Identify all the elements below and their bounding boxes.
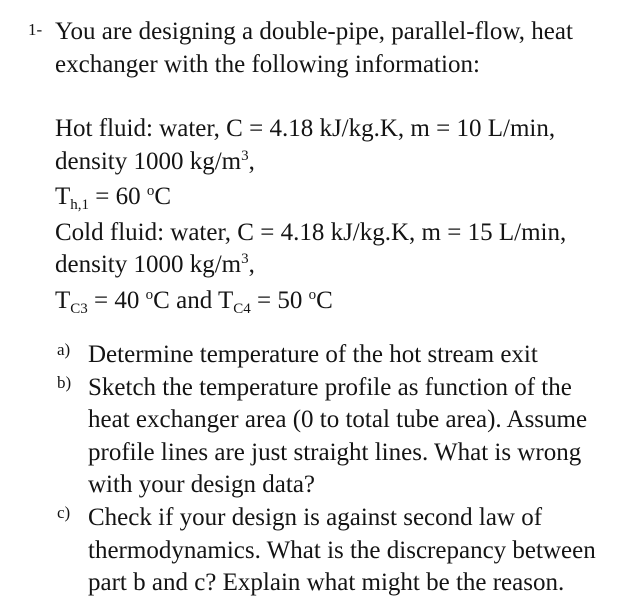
- cold-fluid-line-1: Cold fluid: water, C = 4.18 kJ/kg.K, m = 15 L/min,: [55, 218, 567, 246]
- hot-density-exponent: 3: [241, 147, 249, 164]
- fluid-properties: [55, 113, 566, 321]
- part-b: [57, 372, 596, 502]
- hot-t-degree-mark: o: [146, 183, 155, 200]
- cold-t3-subscript: C3: [70, 300, 88, 317]
- cold-t3-value: = 40: [87, 286, 146, 314]
- intro-paragraph: [55, 16, 573, 81]
- hot-fluid-density-line: [55, 146, 566, 182]
- question-parts: [57, 339, 596, 600]
- cold-density-text: density 1000 kg/m: [55, 251, 242, 279]
- cold-density-exponent: 3: [241, 251, 249, 268]
- part-b-line-2: heat exchanger area (0 to total tube area). Assume: [88, 406, 588, 434]
- hot-t-symbol: T: [55, 183, 71, 211]
- hot-density-text: density 1000 kg/m: [55, 147, 242, 175]
- hot-fluid-line-1: Hot fluid: water, C = 4.18 kJ/kg.K, m = 10 L/min,: [55, 115, 556, 142]
- part-c-line-3: part b and c? Explain what might be the reason.: [88, 569, 565, 597]
- cold-t4-value: = 50: [250, 286, 309, 314]
- part-c-line-1: Check if your design is against second law of: [88, 503, 543, 531]
- cold-t4-symbol: T: [218, 286, 234, 314]
- intro-line-1: You are designing a double-pipe, parallel-flow, heat: [55, 18, 573, 45]
- part-b-line-1: Sketch the temperature profile as function of the: [88, 373, 572, 401]
- cold-temperatures-line: [55, 285, 566, 321]
- cold-density-comma: ,: [248, 251, 255, 279]
- part-b-line-4: with your design data?: [88, 471, 316, 499]
- cold-t3-symbol: T: [55, 286, 71, 314]
- cold-t4-degree-mark: o: [308, 286, 317, 303]
- problem-number: 1-: [28, 20, 43, 39]
- cold-t-and: and: [169, 286, 218, 314]
- cold-fluid-density-line: [55, 249, 566, 285]
- part-b-marker: b): [57, 372, 72, 392]
- cold-t4-unit: C: [316, 286, 333, 314]
- part-b-line-3: profile lines are just straight lines. What is wrong: [88, 438, 582, 466]
- part-a-marker: a): [57, 340, 71, 359]
- part-c-marker: c): [57, 502, 71, 522]
- hot-t-value: = 60: [89, 183, 147, 211]
- cold-t4-subscript: C4: [233, 300, 251, 317]
- hot-t-subscript: h,1: [70, 197, 90, 214]
- part-c-line-2: thermodynamics. What is the discrepancy between: [88, 536, 596, 564]
- hot-t-unit: C: [154, 183, 172, 211]
- intro-line-2: exchanger with the following information:: [55, 50, 480, 78]
- part-a: [57, 339, 596, 372]
- cold-t3-unit: C: [153, 286, 170, 314]
- part-a-line-1: Determine temperature of the hot stream exit: [88, 341, 538, 368]
- part-c: [57, 502, 596, 600]
- cold-t3-degree-mark: o: [145, 286, 154, 303]
- hot-density-comma: ,: [248, 147, 255, 175]
- hot-inlet-temperature-line: [55, 181, 566, 217]
